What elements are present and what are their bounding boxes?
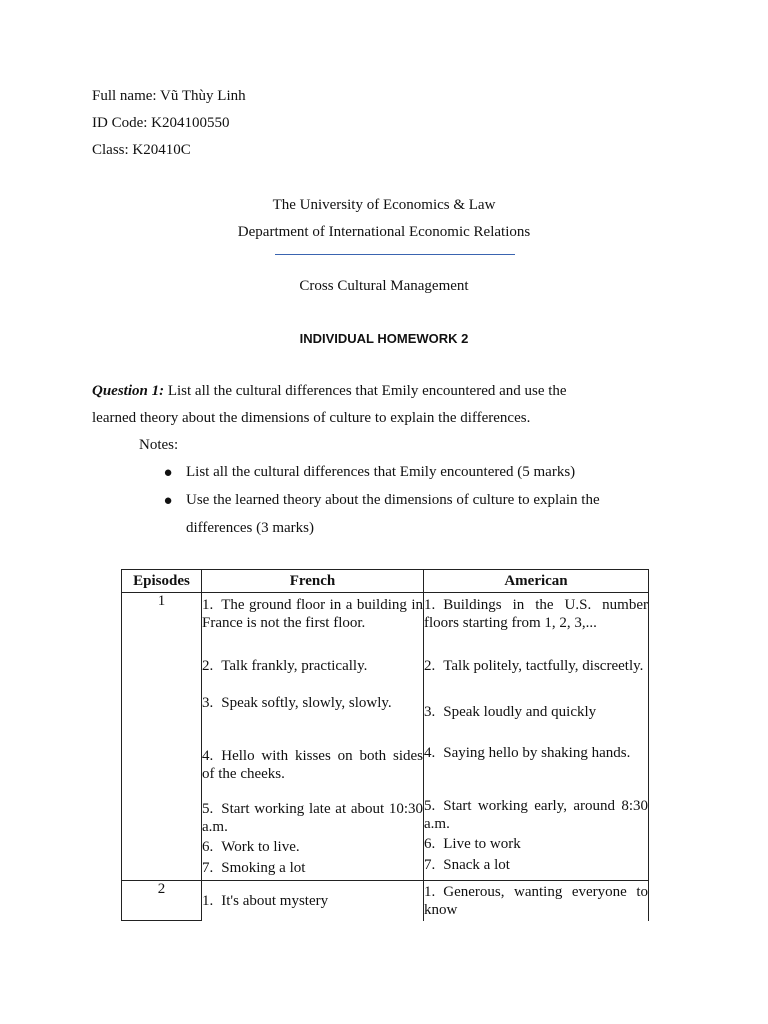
student-full-name: Full name: Vũ Thùy Linh <box>92 88 246 104</box>
list-item: 6. Live to work <box>424 836 521 852</box>
student-class: Class: K20410C <box>92 142 191 158</box>
header-episodes: Episodes <box>122 570 202 593</box>
episode-number: 1 <box>122 593 202 881</box>
table-row <box>122 881 649 921</box>
list-item: 5. Start working late at about 10:30 a.m. <box>202 801 423 835</box>
question-label: Question 1: <box>92 383 165 399</box>
question-text-1: List all the cultural differences that Emily encountered and use the <box>164 383 567 399</box>
list-item: 2. Talk politely, tactfully, discreetly. <box>424 658 644 674</box>
department-name: Department of International Economic Relations <box>237 224 531 240</box>
note-bullet-2-line-2: differences (3 marks) <box>186 520 314 536</box>
list-item: 3. Speak softly, slowly, slowly. <box>202 695 392 711</box>
list-item: 4. Hello with kisses on both sides of the cheeks. <box>202 748 423 782</box>
assignment-title: INDIVIDUAL HOMEWORK 2 <box>299 331 469 346</box>
bullet-dot-icon: ● <box>163 465 173 481</box>
notes-label: Notes: <box>139 437 179 453</box>
list-item: 1. Generous, wanting everyone to know <box>424 884 648 918</box>
american-cell <box>424 881 649 921</box>
list-item: 1. The ground floor in a building in France is not the first floor. <box>202 597 423 631</box>
question-text-2: learned theory about the dimensions of culture to explain the differences. <box>92 410 531 426</box>
bullet-dot-icon: ● <box>163 493 173 509</box>
list-item: 4. Saying hello by shaking hands. <box>424 745 631 761</box>
episodes-table <box>121 569 649 921</box>
university-name: The University of Economics & Law <box>272 197 496 213</box>
list-item: 7. Snack a lot <box>424 857 510 873</box>
list-item: 6. Work to live. <box>202 839 300 855</box>
list-item: 1. It's about mystery <box>202 892 329 909</box>
episode-number: 2 <box>122 881 202 921</box>
french-cell <box>202 593 424 881</box>
note-bullet-2-line-1: Use the learned theory about the dimensions of culture to explain the <box>186 492 600 508</box>
course-name: Cross Cultural Management <box>299 278 469 294</box>
student-id-code: ID Code: K204100550 <box>92 115 230 131</box>
header-french: French <box>202 570 424 593</box>
table-header-row <box>122 570 649 593</box>
note-bullet-1: List all the cultural differences that Emily encountered (5 marks) <box>186 464 576 480</box>
header-divider <box>275 254 515 255</box>
table-row <box>122 593 649 881</box>
header-american: American <box>424 570 649 593</box>
american-cell <box>424 593 649 881</box>
question-line-1 <box>92 383 567 400</box>
list-item: 2. Talk frankly, practically. <box>202 658 368 674</box>
list-item: 3. Speak loudly and quickly <box>424 704 597 720</box>
list-item: 1. Buildings in the U.S. number floors starting from 1, 2, 3,... <box>424 597 648 631</box>
list-item: 5. Start working early, around 8:30 a.m. <box>424 798 648 832</box>
list-item: 7. Smoking a lot <box>202 860 306 876</box>
french-cell <box>202 881 424 921</box>
